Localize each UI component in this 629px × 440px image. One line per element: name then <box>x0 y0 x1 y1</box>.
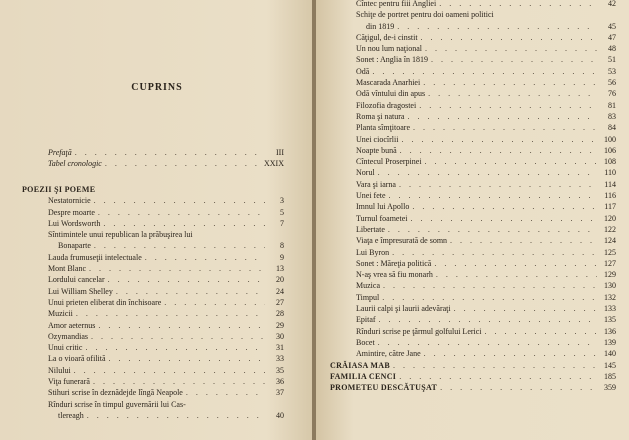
dot-leader <box>164 297 265 308</box>
toc-page-number: 116 <box>604 191 616 201</box>
toc-entry <box>330 213 616 224</box>
toc-entry-title: Nilului <box>48 365 71 375</box>
toc-entry-title: Amor aeternus <box>48 320 96 330</box>
toc-page-number: 9 <box>280 252 284 262</box>
dot-leader <box>428 88 597 99</box>
dot-leader <box>421 32 597 43</box>
toc-entry-title-first-line: Schiţe de portret pentru doi oameni politici <box>356 10 494 20</box>
toc-entry-title: FAMILIA CENCI <box>330 371 397 381</box>
toc-page-number: 145 <box>604 360 616 370</box>
toc-page-number: 45 <box>608 21 616 31</box>
toc-entry-title: Nestatornicie <box>48 196 91 206</box>
dot-leader <box>186 387 265 398</box>
dot-leader <box>93 376 265 387</box>
toc-entry-title: Imnul lui Apollo <box>356 202 410 212</box>
poems-list <box>22 184 284 421</box>
dot-leader <box>425 43 597 54</box>
dot-leader <box>410 213 597 224</box>
toc-entry <box>330 360 616 371</box>
toc-entry <box>22 353 284 364</box>
dot-leader <box>434 258 597 269</box>
toc-page-number: 125 <box>604 247 616 257</box>
dot-leader <box>372 66 597 77</box>
toc-entry <box>330 337 616 348</box>
toc-entry <box>22 342 284 353</box>
toc-page-number: 133 <box>604 304 616 314</box>
toc-entry <box>330 348 616 359</box>
toc-entry <box>330 88 616 99</box>
toc-entry-title: N-aş vrea să fiu monarh <box>356 270 433 280</box>
toc-entry-title: Ozymandias <box>48 331 88 341</box>
toc-entry-title: Prefaţă <box>48 148 72 157</box>
toc-entry <box>330 371 616 382</box>
toc-entry-title: Unei fete <box>356 191 386 201</box>
toc-entry <box>330 382 616 393</box>
toc-page-number: 56 <box>608 78 616 88</box>
toc-entry <box>330 0 616 9</box>
toc-page-number: 31 <box>276 343 284 353</box>
toc-page-number: 24 <box>276 286 284 296</box>
toc-entry <box>330 292 616 303</box>
dot-leader <box>76 308 265 319</box>
toc-entry-title: Epitaf <box>356 315 376 325</box>
toc-page-number: 42 <box>608 0 616 8</box>
toc-entry-title: Odă vîntului din apus <box>356 89 426 99</box>
toc-page-number: 20 <box>276 275 284 285</box>
dot-leader <box>85 342 265 353</box>
dot-leader <box>75 147 265 158</box>
toc-page-number: 136 <box>604 326 616 336</box>
toc-entry <box>330 77 616 88</box>
toc-entry-title: Bocet <box>356 337 375 347</box>
toc-entry <box>22 240 284 251</box>
front-matter-list <box>22 147 284 170</box>
toc-page-number: 139 <box>604 337 616 347</box>
dot-leader <box>399 371 597 382</box>
toc-entry-title-first-line: Sîntimintele unui republican la prăbuşirea lui <box>48 230 193 240</box>
dot-leader <box>94 195 265 206</box>
toc-page-number: 127 <box>604 258 616 268</box>
toc-entry <box>22 286 284 297</box>
toc-entry-title: Lui Byron <box>356 247 390 257</box>
toc-page-number: 76 <box>608 89 616 99</box>
toc-page-number: 5 <box>280 207 284 217</box>
toc-page-number: 48 <box>608 44 616 54</box>
toc-page-number: 40 <box>276 410 284 420</box>
toc-entry-title: Lordului cancelar <box>48 275 105 285</box>
toc-entry-title: Tabel cronologic <box>48 159 102 169</box>
dot-leader <box>485 326 597 337</box>
toc-page-number: XXIX <box>264 159 284 169</box>
toc-entry-title: Amintire, către Jane <box>356 349 421 359</box>
dot-leader <box>389 190 597 201</box>
toc-page-number: 27 <box>276 297 284 307</box>
toc-entry-title: Turnul foametei <box>356 213 408 223</box>
toc-page-number: 30 <box>276 331 284 341</box>
toc-entry <box>22 274 284 285</box>
toc-page-number: 129 <box>604 270 616 280</box>
toc-entry <box>330 314 616 325</box>
toc-entry <box>22 207 284 218</box>
toc-page-number: 108 <box>604 157 616 167</box>
dot-leader <box>439 0 597 9</box>
dot-leader <box>413 122 597 133</box>
dot-leader <box>424 348 597 359</box>
toc-entry-title: Laurii calpi şi laurii adevăraţi <box>356 304 451 314</box>
toc-page-number: 53 <box>608 66 616 76</box>
toc-entry-title: Lauda frumuseţii intelectuale <box>48 252 142 262</box>
dot-leader <box>454 303 597 314</box>
dot-leader <box>74 365 265 376</box>
toc-page-number: 83 <box>608 111 616 121</box>
toc-page-number: 114 <box>604 179 616 189</box>
dot-leader <box>87 410 265 421</box>
dot-leader <box>94 240 265 251</box>
dot-leader <box>382 292 597 303</box>
toc-entry-title: Cîntec pentru fiii Angliei <box>356 0 437 8</box>
toc-page-number: 84 <box>608 123 616 133</box>
toc-page-number: 13 <box>276 264 284 274</box>
toc-entry-title: Rînduri scrise pe ţărmul golfului Lerici <box>356 326 482 336</box>
toc-entry <box>330 32 616 43</box>
toc-entry <box>22 331 284 342</box>
poems-list-continued <box>330 0 616 393</box>
toc-entry <box>330 179 616 190</box>
toc-page-number: 33 <box>276 354 284 364</box>
toc-page-number: 120 <box>604 213 616 223</box>
toc-entry <box>22 147 284 158</box>
dot-leader <box>378 337 597 348</box>
toc-entry <box>330 258 616 269</box>
toc-entry-title: Odă <box>356 66 370 76</box>
toc-entry-title: Noapte bună <box>356 145 397 155</box>
dot-leader <box>145 252 265 263</box>
right-page <box>316 0 629 440</box>
dot-leader <box>108 274 265 285</box>
toc-entry-title: Viaţa e împresurată de somn <box>356 236 448 246</box>
toc-entry <box>330 201 616 212</box>
toc-entry-title: Un nou lum naţional <box>356 44 422 54</box>
toc-entry-title: Roma şi natura <box>356 111 405 121</box>
toc-entry-title: Muzica <box>356 281 380 291</box>
toc-entry <box>22 308 284 319</box>
toc-page-number: 29 <box>276 320 284 330</box>
dot-leader <box>440 382 597 393</box>
toc-entry-title: Unui critic <box>48 343 83 353</box>
toc-entry-title: Bonaparte <box>58 241 91 251</box>
dot-leader <box>423 77 597 88</box>
toc-entry <box>330 134 616 145</box>
dot-leader <box>89 263 265 274</box>
toc-entry <box>22 218 284 229</box>
toc-entry <box>330 280 616 291</box>
toc-entry <box>330 269 616 280</box>
toc-entry <box>22 252 284 263</box>
toc-page-number: 106 <box>604 145 616 155</box>
toc-entry-title: Unui prieten eliberat din închisoare <box>48 297 162 307</box>
dot-leader <box>378 167 597 178</box>
dot-leader <box>109 353 265 364</box>
toc-entry <box>330 111 616 122</box>
dot-leader <box>383 280 597 291</box>
toc-entry <box>22 263 284 274</box>
toc-entry-title: tlereagh <box>58 410 84 420</box>
toc-entry <box>330 21 616 32</box>
dot-leader <box>98 207 265 218</box>
toc-entry <box>330 122 616 133</box>
toc-page-number: 28 <box>276 309 284 319</box>
dot-leader <box>388 224 597 235</box>
toc-entry-title: Muzicii <box>48 309 73 319</box>
toc-entry <box>22 297 284 308</box>
toc-page-number: 185 <box>604 371 616 381</box>
toc-entry-title: din 1819 <box>366 21 395 31</box>
toc-entry-title: Timpul <box>356 292 380 302</box>
toc-entry <box>330 156 616 167</box>
dot-leader <box>116 286 265 297</box>
toc-entry <box>330 54 616 65</box>
toc-entry-title: Mascarada Anarhiei <box>356 78 421 88</box>
toc-page-number: 8 <box>280 241 284 251</box>
toc-entry-title: Lui William Shelley <box>48 286 113 296</box>
toc-entry <box>330 100 616 111</box>
toc-entry <box>330 145 616 156</box>
toc-entry-title: Planta sîmţitoare <box>356 123 410 133</box>
toc-entry <box>330 247 616 258</box>
toc-entry <box>330 167 616 178</box>
toc-page-number: 132 <box>604 292 616 302</box>
toc-entry-title: Sonet : Măreţia politică <box>356 258 432 268</box>
toc-entry-title: PROMETEU DESCĂTUŞAT <box>330 383 438 393</box>
toc-page-number: 37 <box>276 388 284 398</box>
toc-page-number: 47 <box>608 32 616 42</box>
toc-entry-title: Unei ciocîrlii <box>356 134 399 144</box>
toc-entry-title: Libertate <box>356 224 385 234</box>
toc-entry <box>22 387 284 398</box>
toc-page-number: 117 <box>604 202 616 212</box>
left-page <box>0 0 314 440</box>
dot-leader <box>407 111 597 122</box>
toc-page-number: 51 <box>608 55 616 65</box>
toc-entry <box>22 410 284 421</box>
toc-entry-title: Mont Blanc <box>48 264 86 274</box>
toc-entry <box>330 235 616 246</box>
toc-entry-title: Căţigul, de-i cinstit <box>356 32 418 42</box>
toc-page-number: 35 <box>276 365 284 375</box>
toc-page-number: 110 <box>604 168 616 178</box>
toc-entry-title-first-line: Rînduri scrise în timpul guvernării lui Cas- <box>48 399 186 409</box>
toc-entry-title: CRĂIASA MAB <box>330 360 390 370</box>
toc-entry-title: La o vioară ofilită <box>48 354 106 364</box>
dot-leader <box>431 54 597 65</box>
toc-entry-title: Stihuri scrise în deznădejde lîngă Neapole <box>48 388 183 398</box>
toc-entry <box>330 224 616 235</box>
toc-entry-title: Despre moarte <box>48 207 95 217</box>
dot-leader <box>436 269 597 280</box>
toc-entry-title: Cîntecul Proserpinei <box>356 157 422 167</box>
toc-entry <box>330 66 616 77</box>
toc-heading: CUPRINS <box>131 82 183 93</box>
toc-entry-title: Vara şi iarna <box>356 179 396 189</box>
toc-page-number: 140 <box>604 349 616 359</box>
dot-leader <box>401 134 597 145</box>
dot-leader <box>393 360 597 371</box>
dot-leader <box>399 179 597 190</box>
dot-leader <box>379 314 597 325</box>
toc-entry <box>330 326 616 337</box>
toc-page-number: 81 <box>608 100 616 110</box>
dot-leader <box>397 21 597 32</box>
toc-page-number: 130 <box>604 281 616 291</box>
dot-leader <box>400 145 597 156</box>
dot-leader <box>392 247 597 258</box>
toc-entry <box>22 195 284 206</box>
toc-entry <box>22 376 284 387</box>
toc-entry-title: Lui Wordsworth <box>48 218 101 228</box>
dot-leader <box>425 156 597 167</box>
toc-entry-title: Norul <box>356 168 375 178</box>
toc-page-number: 122 <box>604 224 616 234</box>
toc-page-number: 124 <box>604 236 616 246</box>
dot-leader <box>105 158 261 169</box>
toc-page-number: 3 <box>280 196 284 206</box>
toc-entry-title: Filozofia dragostei <box>356 100 417 110</box>
toc-entry <box>330 190 616 201</box>
toc-page-number: 7 <box>280 218 284 228</box>
toc-page-number: 100 <box>604 134 616 144</box>
toc-page-number: III <box>276 148 284 157</box>
dot-leader <box>98 320 265 331</box>
toc-page-number: 359 <box>604 383 616 393</box>
toc-entry-title: Sonet : Anglia în 1819 <box>356 55 428 65</box>
dot-leader <box>91 331 265 342</box>
toc-entry <box>330 43 616 54</box>
section-heading: POEZII ŞI POEME <box>22 185 96 194</box>
toc-entry <box>22 365 284 376</box>
dot-leader <box>412 201 597 212</box>
toc-entry <box>330 303 616 314</box>
toc-page-number: 36 <box>276 377 284 387</box>
toc-page-number: 135 <box>604 315 616 325</box>
dot-leader <box>419 100 597 111</box>
toc-entry <box>22 320 284 331</box>
dot-leader <box>103 218 265 229</box>
toc-entry-title: Viţa funerară <box>48 377 90 387</box>
dot-leader <box>450 235 597 246</box>
toc-entry <box>22 158 284 169</box>
